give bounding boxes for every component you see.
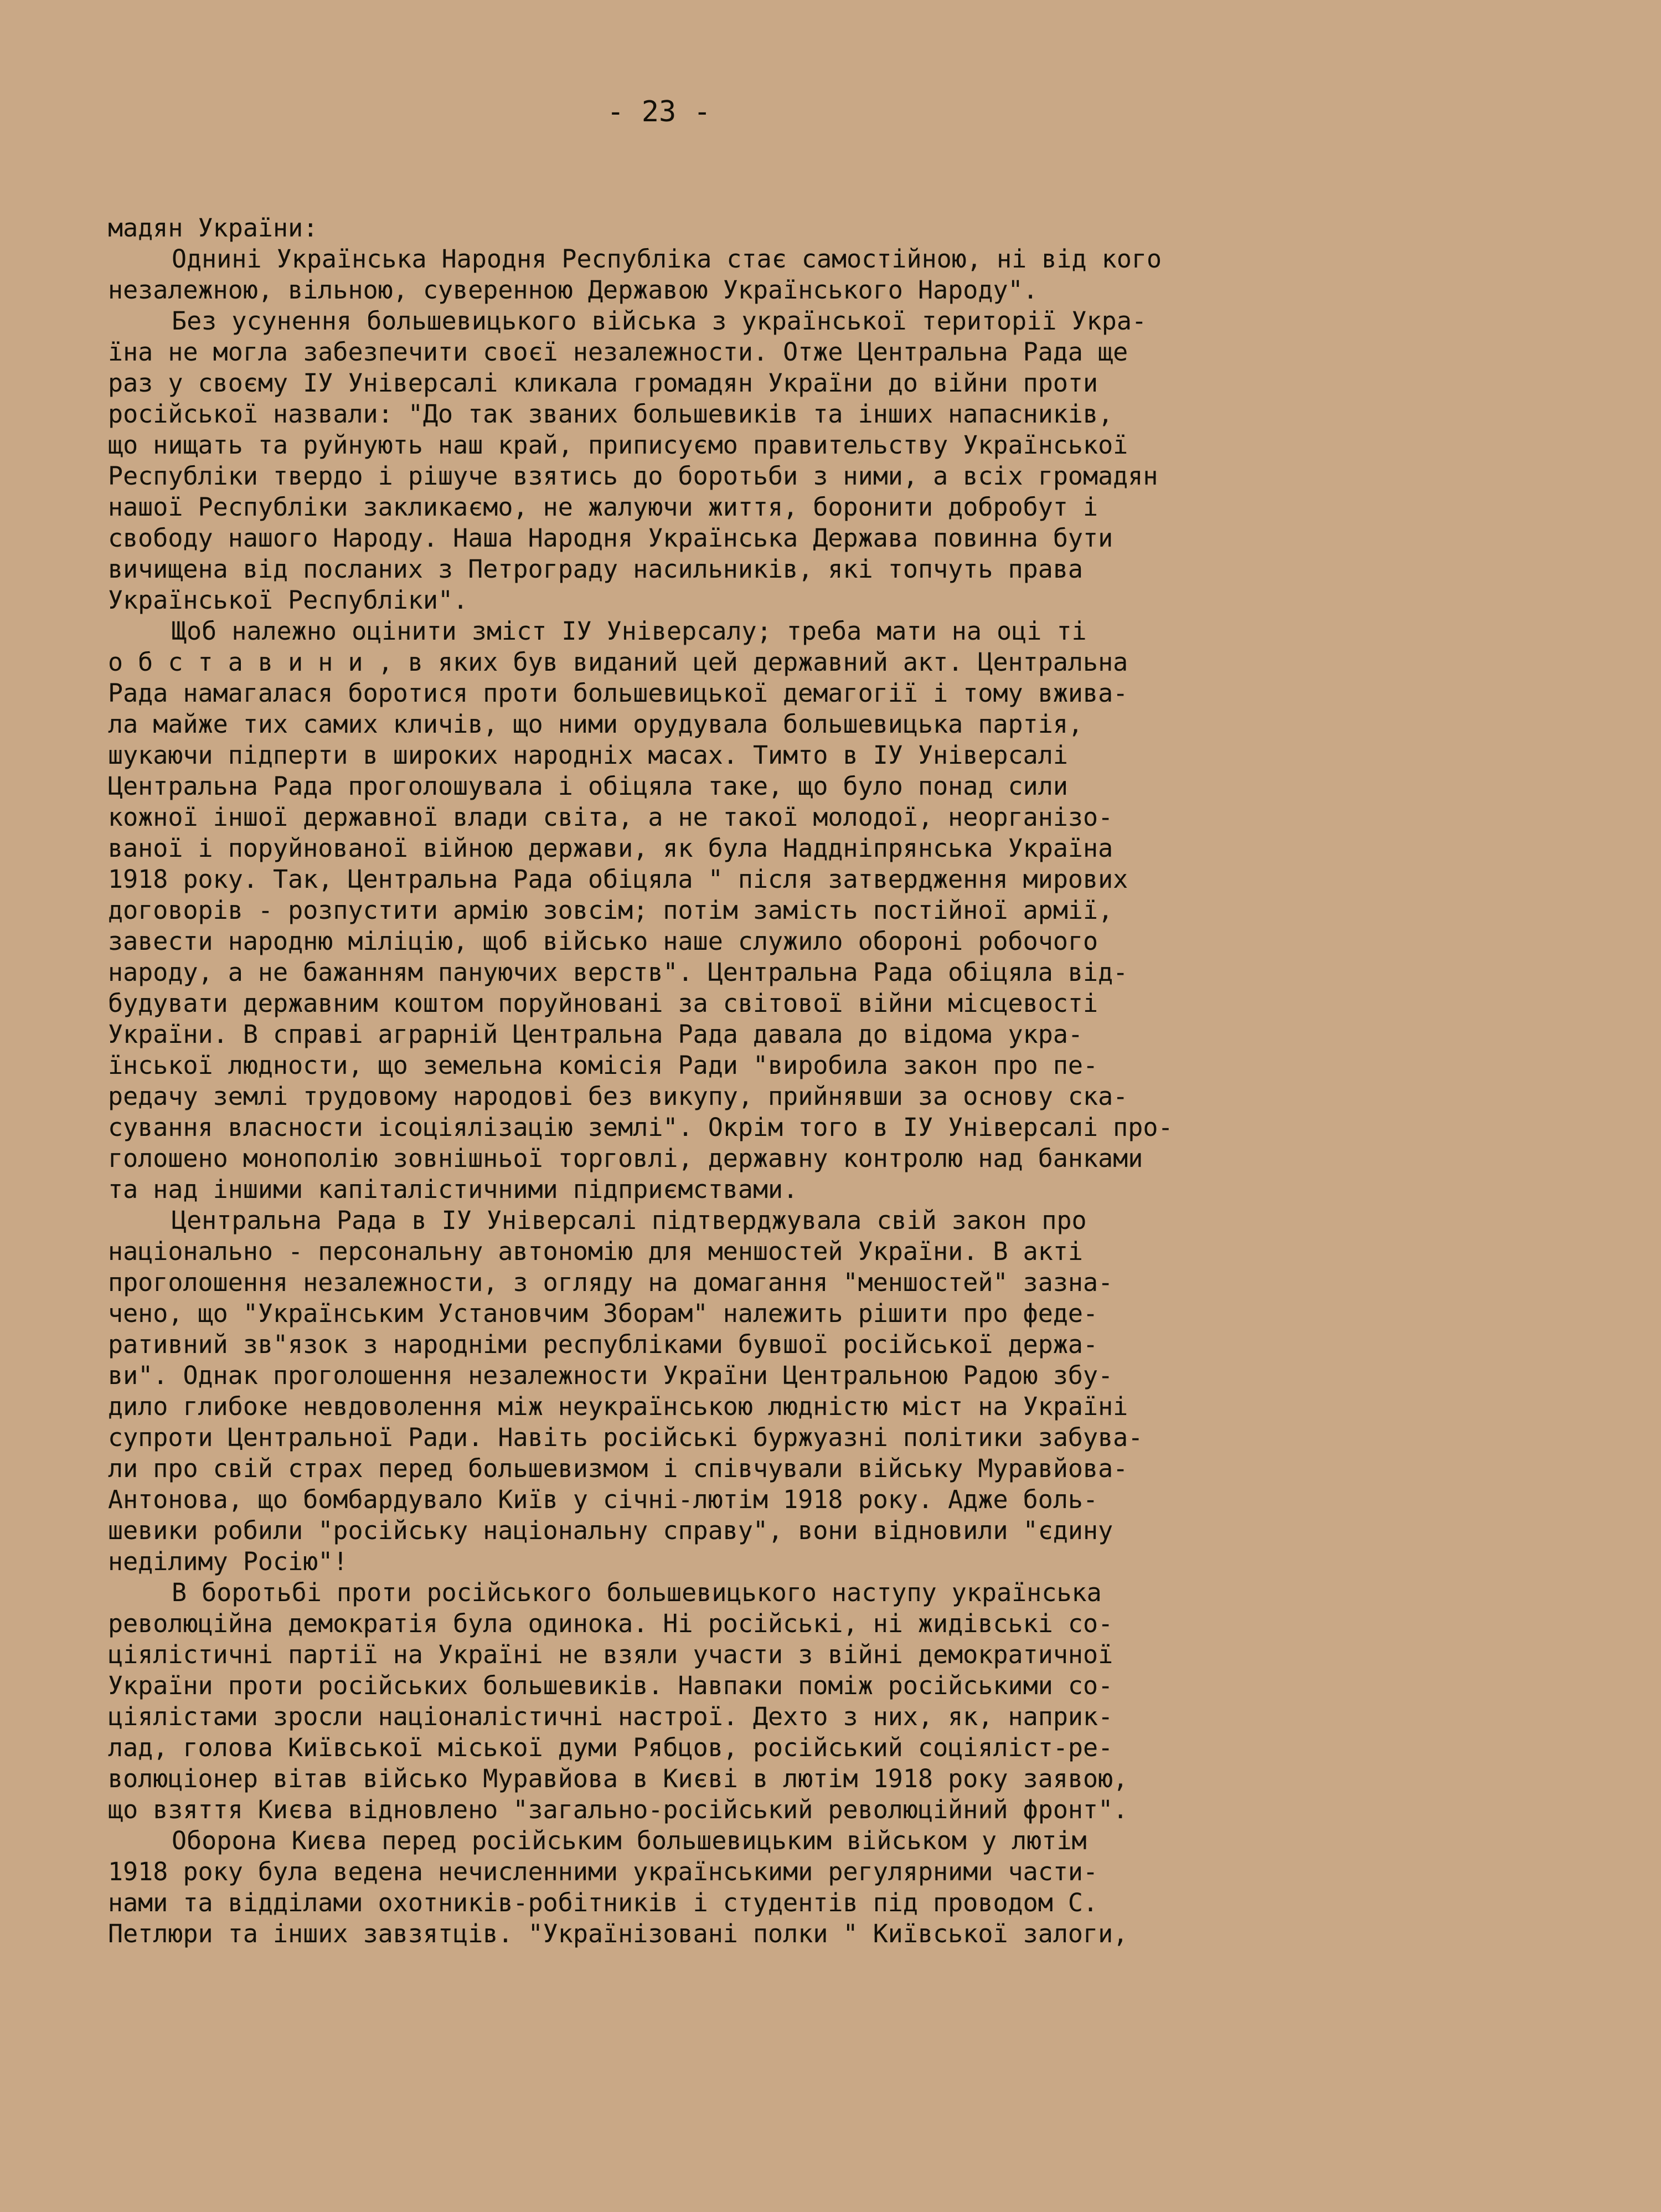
text-line: Республіки твердо і рішуче взятись до боротьби з ними, а всіх громадян: [108, 461, 1158, 491]
text-line: неділиму Росію"!: [108, 1547, 348, 1576]
text-line: ви". Однак проголошення незалежности України Центральною Радою збу-: [108, 1361, 1113, 1390]
paragraph: [108, 1825, 1614, 1949]
text-line: нами та відділами охотників-робітників і студентів під проводом С.: [108, 1888, 1098, 1917]
text-line: Центральна Рада проголошувала і обіцяла таке, що було понад сили: [108, 771, 1068, 801]
text-line: редачу землі трудовому народові без викупу, прийнявши за основу ска-: [108, 1082, 1128, 1111]
paragraph: [108, 306, 1614, 616]
text-line: мадян України:: [108, 213, 318, 243]
text-line: України проти російських большевиків. Навпаки поміж російськими со-: [108, 1671, 1113, 1700]
text-line: Центральна Рада в ІУ Універсалі підтверджувала свій закон про: [172, 1206, 1087, 1235]
text-line: ла майже тих самих кличів, що ними орудувала большевицька партія,: [108, 709, 1083, 739]
text-line: Рада намагалася боротися проти большевицької демагогії і тому вжива-: [108, 678, 1128, 708]
text-line: лад, голова Київської міської думи Рябцов, російський соціяліст-ре-: [108, 1733, 1113, 1762]
text-line: вичищена від посланих з Петрограду насильників, які топчуть права: [108, 554, 1083, 584]
text-line: Петлюри та інших завзятців. "Українізовані полки " Київської залоги,: [108, 1919, 1128, 1948]
text-line: сування власности ісоціялізацію землі". Окрім того в ІУ Універсалі про-: [108, 1113, 1173, 1142]
text-line: ли про свій страх перед большевизмом і співчували війську Муравйова-: [108, 1454, 1128, 1483]
text-line: Без усунення большевицького війська з української території Укра-: [172, 306, 1147, 336]
text-line: ваної і поруйнованої війною держави, як була Наддніпрянська Україна: [108, 834, 1113, 863]
text-line: їнської людности, що земельна комісія Ради "виробила закон про пе-: [108, 1051, 1098, 1080]
text-line: народу, а не бажанням пануючих верств". Центральна Рада обіцяла від-: [108, 958, 1128, 987]
text-line: проголошення незалежности, з огляду на домагання "меншостей" зазна-: [108, 1268, 1113, 1297]
text-line: шукаючи підперти в широких народніх масах. Тимто в ІУ Універсалі: [108, 740, 1068, 770]
text-line: незалежною, вільною, суверенною Державою Українського Народу".: [108, 275, 1038, 305]
text-line: що взяття Києва відновлено "загально-російський революційний фронт".: [108, 1795, 1128, 1824]
text-line: договорів - розпустити армію зовсім; потім замість постійної армії,: [108, 896, 1113, 925]
text-line: свободу нашого Народу. Наша Народня Українська Держава повинна бути: [108, 523, 1113, 553]
text-line: нашої Республіки закликаємо, не жалуючи життя, боронити добробут і: [108, 492, 1098, 522]
text-line: 1918 року. Так, Центральна Рада обіцяла " після затвердження мирових: [108, 865, 1128, 894]
text-line: що нищать та руйнують наш край, приписуємо правительству Української: [108, 430, 1128, 460]
page-number: - 23 -: [607, 95, 711, 128]
text-line: будувати державним коштом поруйновані за світової війни місцевості: [108, 989, 1098, 1018]
text-line: Антонова, що бомбардувало Київ у січні-лютім 1918 року. Адже боль-: [108, 1485, 1098, 1514]
text-line: революційна демократія була одинока. Ні російські, ні жидівські со-: [108, 1609, 1113, 1638]
text-line: шевики робили "російську національну справу", вони відновили "єдину: [108, 1516, 1113, 1545]
text-line: Щоб належно оцінити зміст ІУ Універсалу; треба мати на оці ті: [172, 616, 1087, 646]
text-line: чено, що "Українським Установчим Зборам" належить рішити про феде-: [108, 1299, 1098, 1328]
paragraph: [108, 616, 1614, 1205]
text-line: волюціонер вітав військо Муравйова в Києві в лютім 1918 року заявою,: [108, 1764, 1128, 1793]
text-block: [108, 213, 1614, 1949]
paragraph: [108, 1205, 1614, 1577]
text-line: російської назвали: "До так званих большевиків та інших напасників,: [108, 399, 1113, 429]
text-line: Української Республіки".: [108, 585, 468, 615]
text-line: України. В справі аграрній Центральна Рада давала до відома укра-: [108, 1020, 1083, 1049]
text-line: ціялістами зросли націоналістичні настрої. Дехто з них, як, наприк-: [108, 1702, 1113, 1731]
text-line: ціялістичні партії на Україні не взяли участи з війні демократичної: [108, 1640, 1113, 1669]
text-line: 1918 року була ведена нечисленними українськими регулярними части-: [108, 1857, 1098, 1886]
text-line: національно - персональну автономію для меншостей України. В акті: [108, 1237, 1083, 1266]
text-line: раз у своєму ІУ Універсалі кликала громадян України до війни проти: [108, 368, 1098, 398]
text-line: дило глибоке невдоволення між неукраїнською людністю міст на Україні: [108, 1392, 1128, 1421]
text-line: супроти Центральної Ради. Навіть російські буржуазні політики забува-: [108, 1423, 1143, 1452]
text-line: ративний зв"язок з народніми республіками бувшої російської держа-: [108, 1330, 1098, 1359]
text-line: завести народню міліцію, щоб військо наше служило обороні робочого: [108, 927, 1098, 956]
text-line: їна не могла забезпечити своєї незалежности. Отже Центральна Рада ще: [108, 337, 1128, 367]
text-line: о б с т а в и н и , в яких був виданий цей державний акт. Центральна: [108, 647, 1128, 677]
text-line: Однині Українська Народня Республіка стає самостійною, ні від кого: [172, 244, 1162, 274]
text-line: Оборона Києва перед російським большевицьким військом у лютім: [172, 1826, 1087, 1855]
text-line: та над іншими капіталістичними підприємствами.: [108, 1175, 798, 1204]
text-line: В боротьбі проти російського большевицького наступу українська: [172, 1578, 1102, 1607]
paragraph: [108, 1577, 1614, 1825]
text-line: голошено монополію зовнішньої торговлі, державну контролю над банками: [108, 1144, 1143, 1173]
text-line: кожної іншої державної влади світа, а не такої молодої, неорганізо-: [108, 803, 1113, 832]
paragraph: [108, 244, 1614, 306]
paragraph: [108, 213, 1614, 244]
